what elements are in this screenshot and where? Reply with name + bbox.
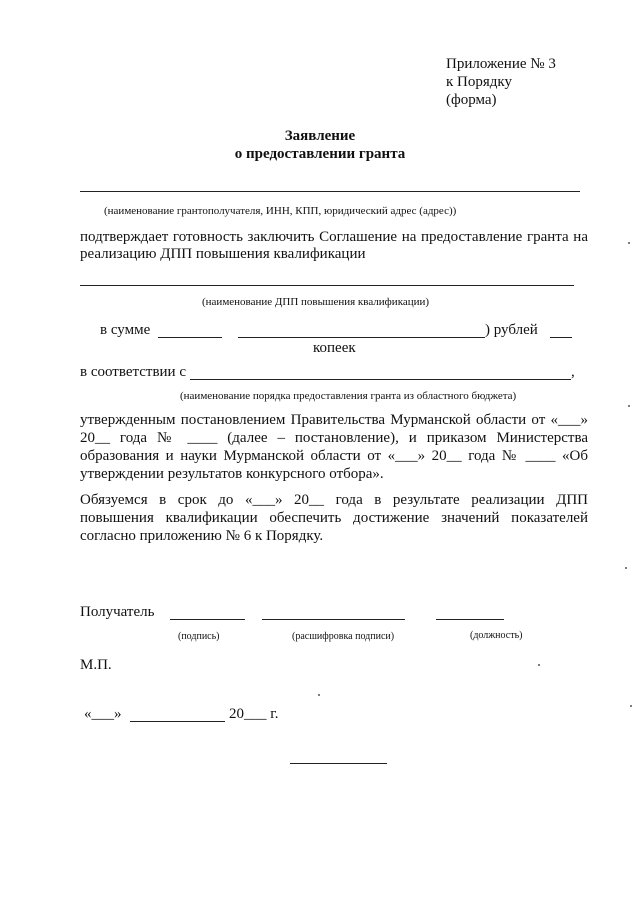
accordance-label: в соответствии с: [80, 364, 186, 380]
scan-speck: [630, 705, 632, 707]
confirm-text-line-1: подтверждает готовность заключить Соглашение на предоставление гранта на: [80, 229, 588, 245]
date-day: «___»: [84, 706, 122, 722]
obligation-line-3: согласно приложению № 6 к Порядку.: [80, 528, 324, 544]
appendix-number: Приложение № 3: [446, 56, 556, 72]
obligation-line-1: Обязуемся в срок до «___» 20__ года в результате реализации ДПП: [80, 492, 588, 508]
signature-decode-input[interactable]: [262, 619, 405, 620]
scan-speck: [628, 242, 630, 244]
date-month-input[interactable]: [130, 721, 225, 722]
scan-speck: [538, 664, 540, 666]
sum-words-input[interactable]: [238, 337, 485, 338]
sum-label: в сумме: [100, 322, 151, 338]
position-input[interactable]: [436, 619, 504, 620]
approved-line-4: утверждении результатов конкурсного отбора».: [80, 466, 384, 482]
sum-amount-input[interactable]: [158, 337, 222, 338]
accordance-caption: (наименование порядка предоставления гранта из областного бюджета): [180, 390, 517, 402]
accordance-input-line[interactable]: [190, 379, 571, 380]
stamp-label: М.П.: [80, 657, 112, 673]
recipient-label: Получатель: [80, 604, 155, 620]
scan-speck: [628, 405, 630, 407]
confirm-text-line-2: реализацию ДПП повышения квалификации: [80, 246, 366, 262]
grantee-input-line[interactable]: [80, 191, 580, 192]
decode-caption: (расшифровка подписи): [292, 631, 395, 642]
rubles-label: ) рублей: [485, 322, 538, 338]
appendix-order: к Порядку: [446, 74, 512, 90]
position-caption: (должность): [470, 630, 523, 641]
approved-line-3: образования и науки Мурманской области от «___» 20__ года № ____ «Об: [80, 448, 588, 464]
signature-caption: (подпись): [178, 631, 220, 642]
signature-input[interactable]: [170, 619, 245, 620]
document-title: Заявление: [284, 128, 356, 144]
appendix-form: (форма): [446, 92, 497, 108]
kopecks-label: копеек: [313, 340, 356, 356]
scan-speck: [625, 567, 627, 569]
document-subtitle: о предоставлении гранта: [234, 146, 406, 162]
scan-speck: [318, 694, 320, 696]
bottom-divider: [290, 763, 387, 764]
kopecks-input[interactable]: [550, 337, 572, 338]
accordance-comma: ,: [571, 364, 575, 380]
grantee-caption: (наименование грантополучателя, ИНН, КПП, юридический адрес (адрес)): [104, 205, 457, 217]
dpp-caption: (наименование ДПП повышения квалификации): [202, 296, 430, 308]
obligation-line-2: повышения квалификации обеспечить достижение значений показателей: [80, 510, 588, 526]
dpp-input-line[interactable]: [80, 285, 574, 286]
approved-line-1: утвержденным постановлением Правительства Мурманской области от «___»: [80, 412, 588, 428]
approved-line-2: 20__ года № ____ (далее – постановление), и приказом Министерства: [80, 430, 588, 446]
date-year: 20___ г.: [229, 706, 279, 722]
